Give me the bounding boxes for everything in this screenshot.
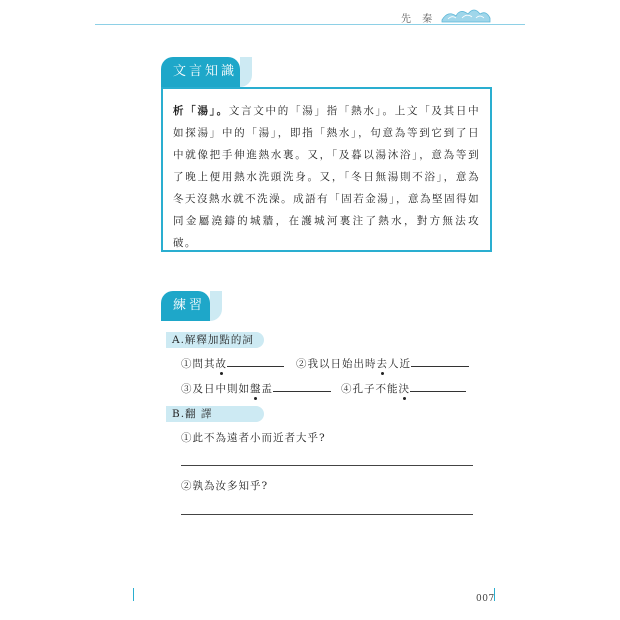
dotted-char: 決	[398, 383, 410, 395]
edge-tick-left	[133, 588, 134, 601]
notes-paragraph	[173, 100, 480, 254]
notes-box	[161, 87, 492, 252]
header-rule	[95, 24, 525, 25]
notes-body: 文言文中的「湯」指「熱水」。上文「及其日中如探湯」中的「湯」，即指「熱水」，句意為等到它到了日中就像把手伸進熱水裏。又，「及暮以湯沐浴」，意為等到了晚上便用熱水洗頭洗身。又，「冬日無湯則不浴」，意為冬天沒熱水就不洗澡。成語有「固若金湯」，意為堅固得如同金屬澆鑄的城牆，在護城河裏注了熱水，對方無法攻破。	[173, 105, 480, 249]
exercise-section-tab	[161, 291, 210, 321]
section-b-label: B.翻 譯	[166, 406, 264, 422]
answer-blank[interactable]	[410, 382, 466, 392]
chapter-title: 先 秦	[401, 14, 437, 25]
question-b1: ①此不為遠者小而近者大乎?	[181, 432, 326, 444]
tab-decoration	[210, 291, 222, 321]
answer-blank[interactable]	[411, 357, 469, 367]
question-a3: ③及日中則如盤盂	[181, 381, 331, 396]
answer-blank[interactable]	[273, 382, 331, 392]
section-a-label: A.解釋加點的詞	[166, 332, 264, 348]
answer-line[interactable]	[181, 465, 473, 466]
question-a4: ④孔子不能決	[341, 381, 466, 396]
page-number: 007	[476, 594, 495, 604]
tab-decoration	[240, 57, 252, 87]
cloud-wave-icon	[440, 6, 492, 24]
question-a2: ②我以日始出時去人近	[296, 356, 469, 371]
notes-tab-label: 文言知識	[173, 64, 238, 79]
answer-blank[interactable]	[227, 357, 284, 367]
answer-line[interactable]	[181, 514, 473, 515]
notes-section-tab	[161, 57, 240, 87]
dotted-char: 去	[376, 358, 388, 370]
notes-lead: 析「湯」。	[173, 105, 229, 117]
exercise-tab-label: 練習	[173, 298, 206, 313]
dotted-char: 盤	[250, 383, 262, 395]
question-a1: ①問其故	[181, 356, 284, 371]
question-b2: ②孰為汝多知乎?	[181, 480, 269, 492]
dotted-char: 故	[215, 358, 227, 370]
